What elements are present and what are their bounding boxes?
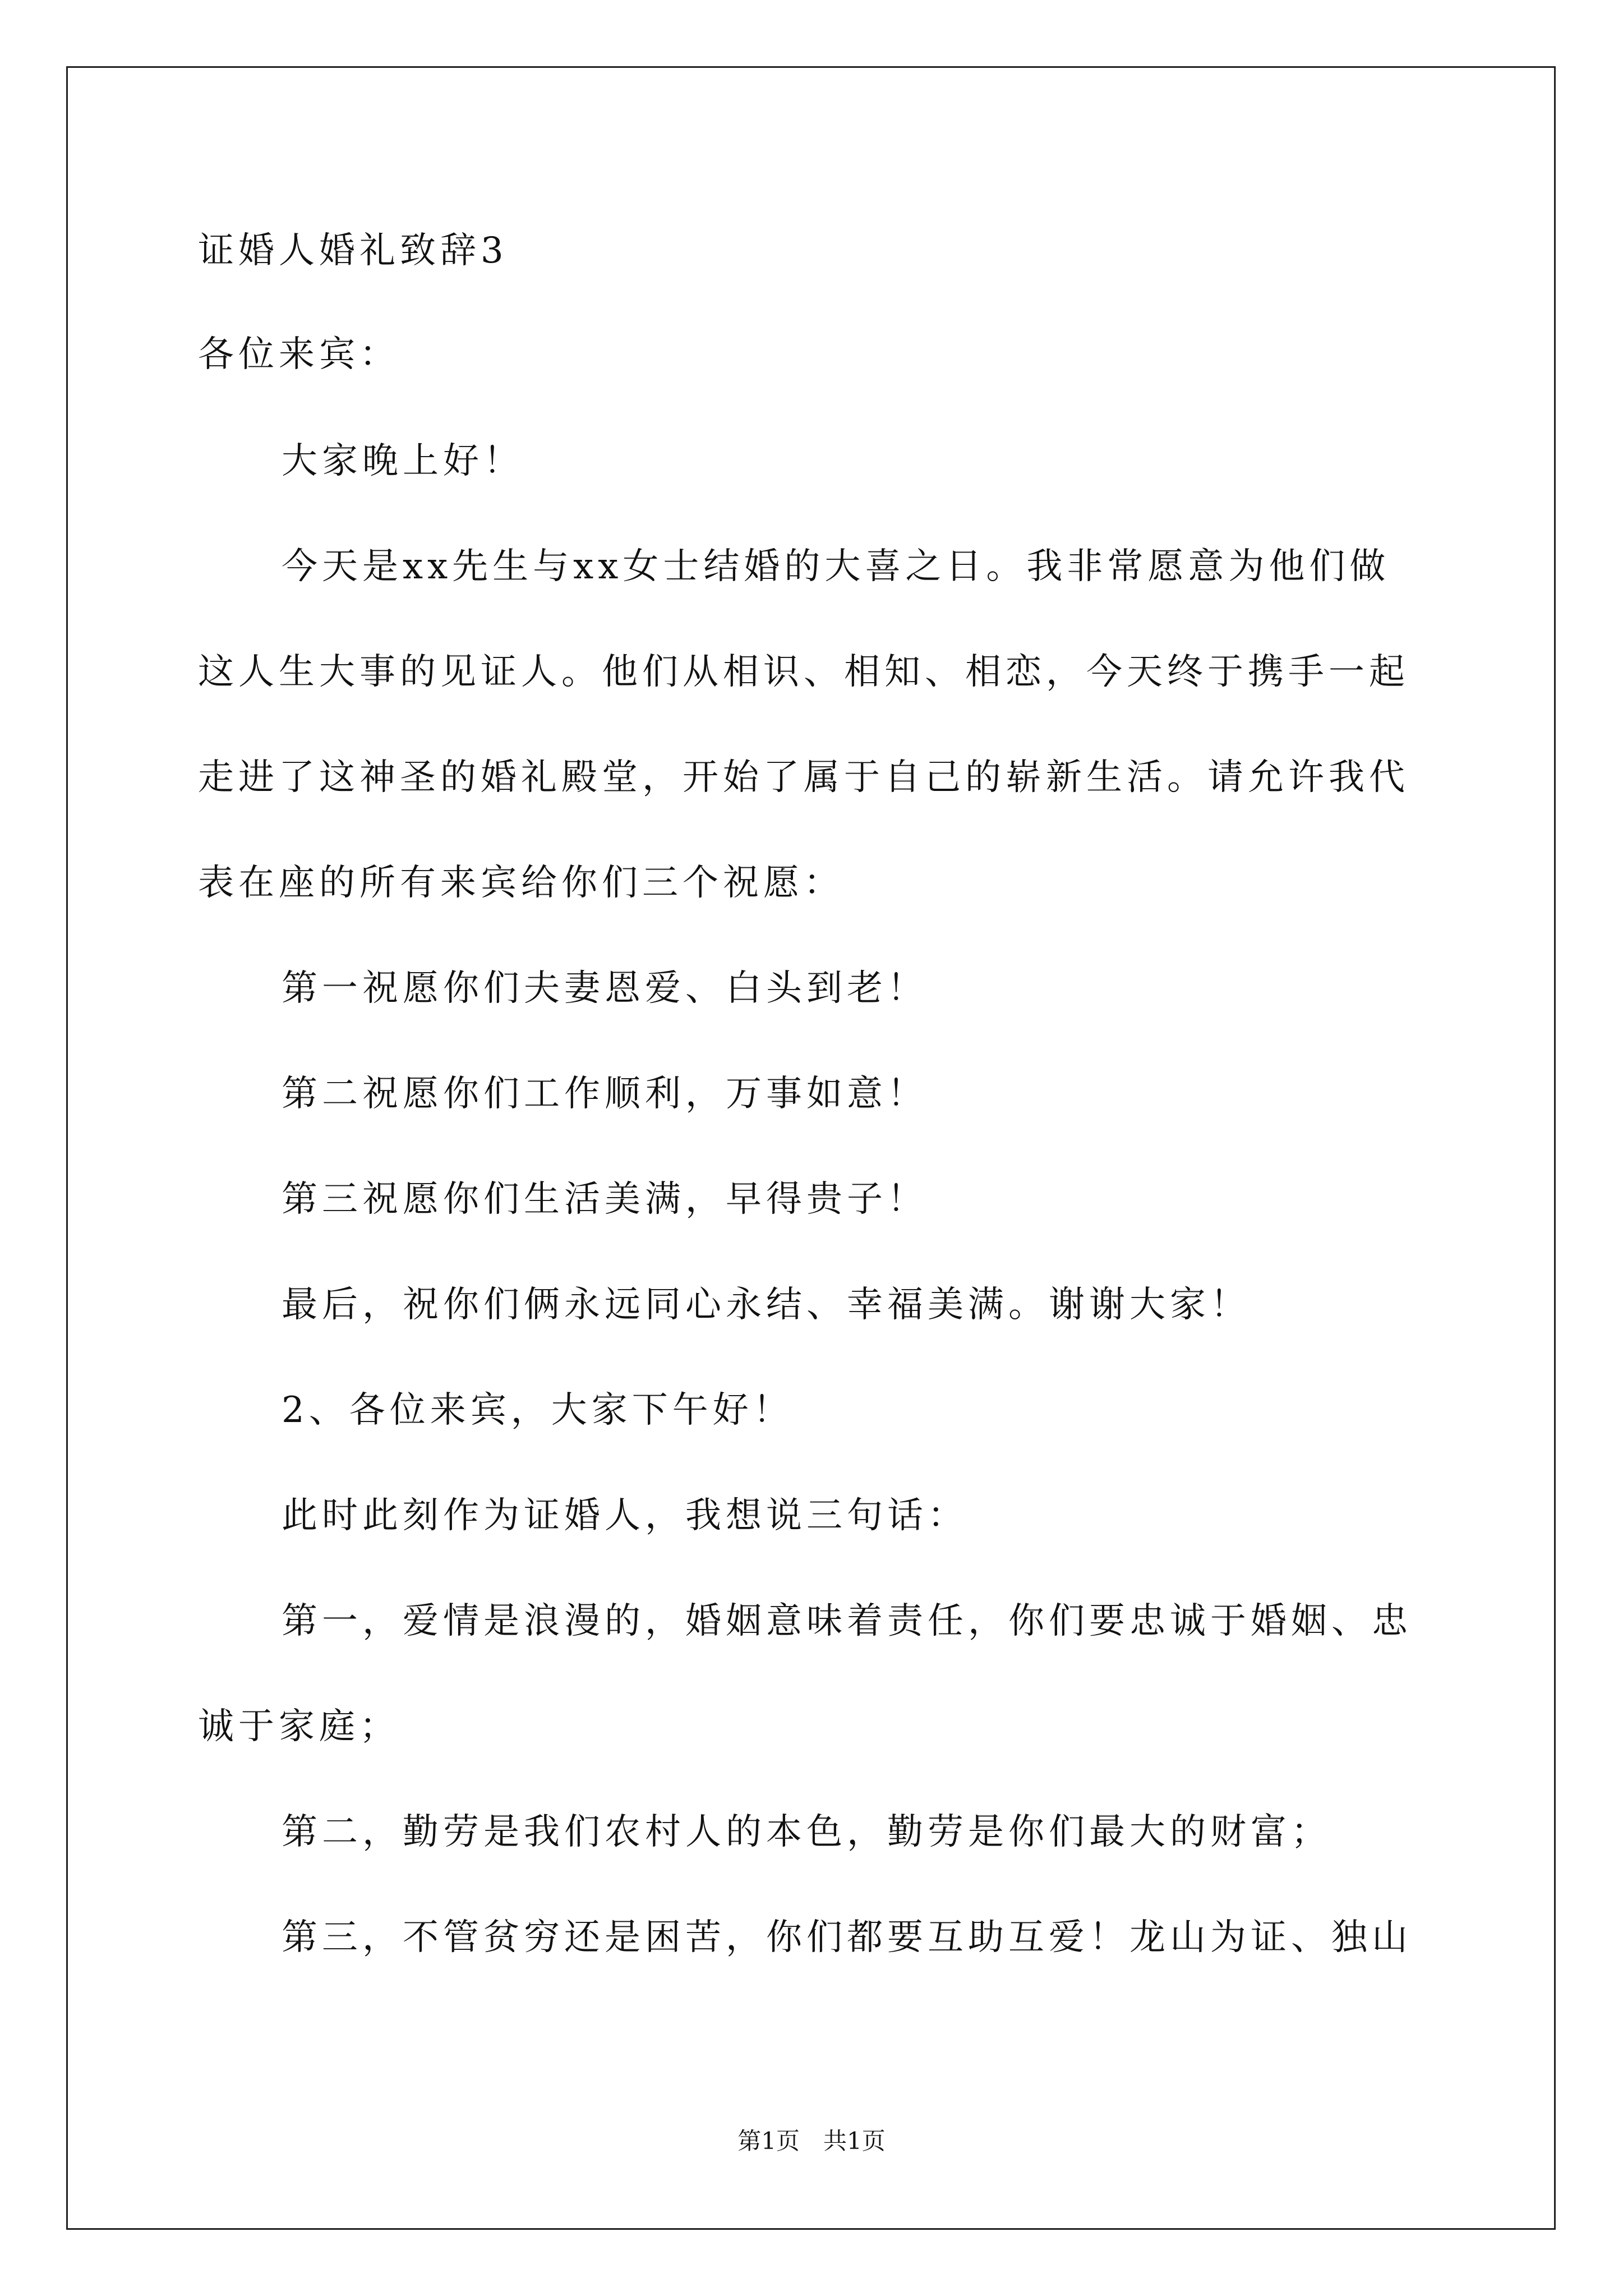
paragraph-line: 第三，不管贫穷还是困苦，你们都要互助互爱！龙山为证、独山	[282, 1917, 1412, 1958]
document-title: 证婚人婚礼致辞3	[198, 230, 508, 272]
page-border	[66, 66, 1556, 2230]
paragraph-line: 第三祝愿你们生活美满，早得贵子！	[282, 1179, 928, 1220]
page-number-footer: 第1页 共1页	[737, 2127, 886, 2155]
paragraph-line: 第一祝愿你们夫妻恩爱、白头到老！	[282, 968, 928, 1009]
paragraph-line: 第二祝愿你们工作顺利，万事如意！	[282, 1073, 928, 1115]
paragraph-line: 这人生大事的见证人。他们从相识、相知、相恋，今天终于携手一起	[198, 651, 1409, 693]
paragraph-line: 走进了这神圣的婚礼殿堂，开始了属于自己的崭新生活。请允许我代	[198, 757, 1409, 798]
paragraph-line: 最后，祝你们俩永远同心永结、幸福美满。谢谢大家！	[282, 1284, 1251, 1326]
paragraph-line: 大家晚上好！	[282, 440, 524, 482]
paragraph-line: 今天是xx先生与xx女士结婚的大喜之日。我非常愿意为他们做	[282, 546, 1390, 587]
paragraph-line: 表在座的所有来宾给你们三个祝愿：	[198, 862, 844, 904]
paragraph-line: 第一，爱情是浪漫的，婚姻意味着责任，你们要忠诚于婚姻、忠	[282, 1600, 1412, 1642]
paragraph-line: 2、各位来宾，大家下午好！	[282, 1389, 794, 1431]
paragraph-line: 诚于家庭；	[198, 1706, 400, 1747]
salutation: 各位来宾：	[198, 334, 400, 375]
paragraph-line: 第二，勤劳是我们农村人的本色，勤劳是你们最大的财富；	[282, 1811, 1331, 1853]
paragraph-line: 此时此刻作为证婚人，我想说三句话：	[282, 1495, 968, 1536]
